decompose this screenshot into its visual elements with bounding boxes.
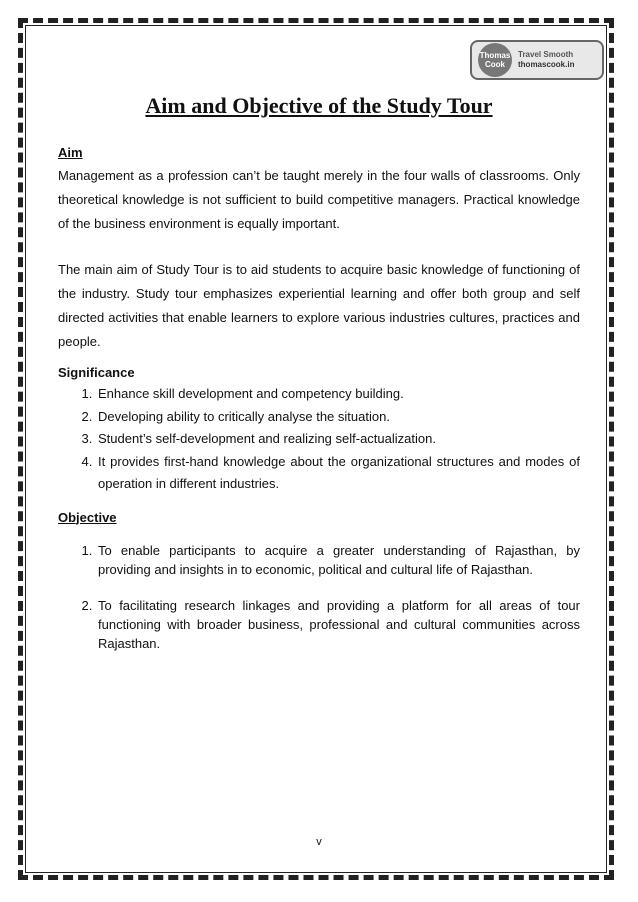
page-number: v [316, 836, 322, 848]
thomas-cook-logo [470, 40, 604, 80]
thomas-cook-globe-icon: Thomas Cook [478, 43, 512, 77]
aim-paragraph-2: The main aim of Study Tour is to aid students to acquire basic knowledge of functioning of the industry. Study tour emphasizes experiential learning and offer both group and self directed activities that enable learners to explore various industries cultures, practices and people. [58, 262, 580, 349]
page-title: Aim and Objective of the Study Tour [145, 93, 493, 118]
list-item: 2. Developing ability to critically analyse the situation. [96, 406, 580, 429]
objective-heading: Objective [58, 509, 117, 525]
list-item: 1. To enable participants to acquire a greater understanding of Rajasthan, by providing and insights in to economic, political and cultural life of Rajasthan. [96, 541, 580, 579]
aim-heading: Aim [58, 145, 83, 160]
significance-list [58, 383, 580, 496]
aim-paragraph-1: Management as a profession can’t be taught merely in the four walls of classrooms. Only theoretical knowledge is not sufficient to build competitive managers. Practical knowledge of the business environment is equally important. [58, 168, 580, 231]
list-item: 4. It provides first-hand knowledge about the organizational structures and modes of operation in different industries. [96, 451, 580, 496]
logo-text [518, 50, 574, 70]
list-item: 2. To facilitating research linkages and providing a platform for all areas of tour functioning with broader business, professional and cultural communities across Rajasthan. [96, 596, 580, 653]
objective-list [58, 541, 580, 653]
logo-tagline: Travel Smooth [518, 50, 574, 59]
significance-heading: Significance [58, 365, 135, 380]
list-item: 3. Student’s self-development and realizing self-actualization. [96, 428, 580, 451]
list-item: 1. Enhance skill development and competency building. [96, 383, 580, 406]
document-body [58, 145, 580, 670]
logo-url: thomascook.in [518, 60, 575, 69]
